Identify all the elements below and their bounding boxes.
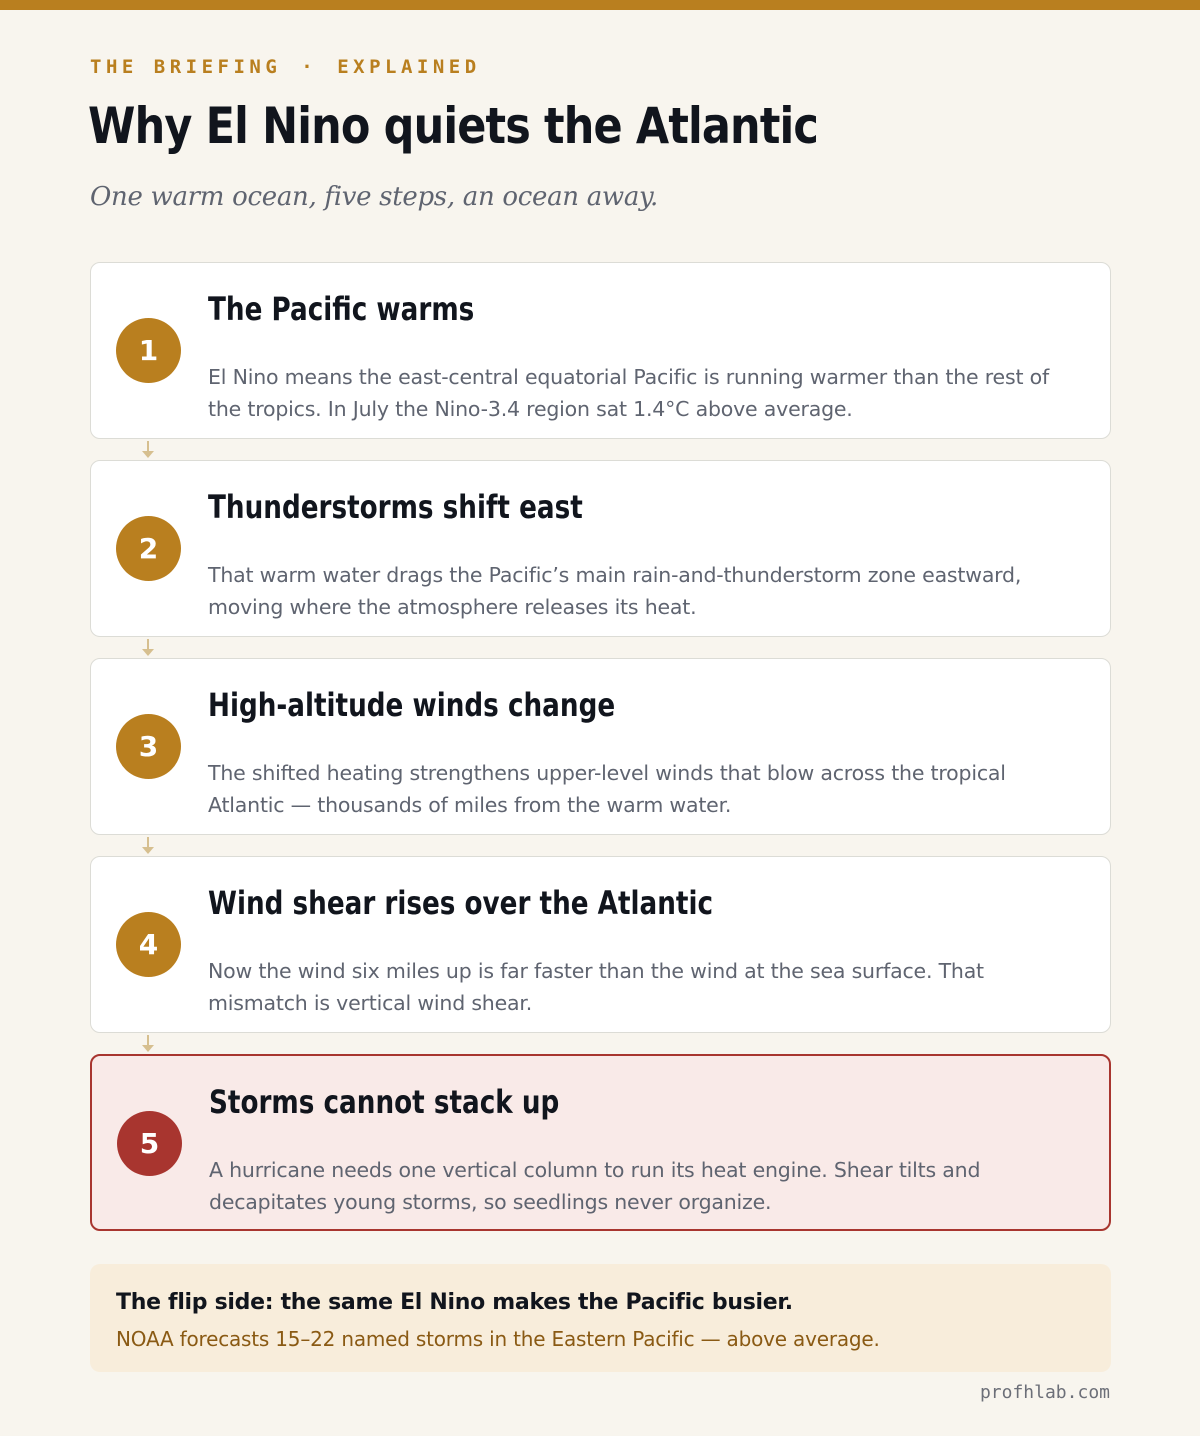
flip-side-callout [90,1264,1111,1372]
step-body: Now the wind six miles up is far faster than the wind at the sea surface. That mismatch is vertical wind shear. [208,959,984,1015]
arrow-down-icon [139,1033,157,1055]
kicker [90,56,481,78]
page-subtitle: One warm ocean, five steps, an ocean away. [90,182,658,212]
step-body: A hurricane needs one vertical column to run its heat engine. Shear tilts and decapitates young storms, so seedlings never organize. [209,1158,981,1214]
step-number-badge: 4 [116,912,181,977]
source-credit: profhlab.com [979,1382,1110,1403]
step-number-badge: 1 [116,318,181,383]
step-title: Thunderstorms shift east [208,488,583,526]
step-title: The Pacific warms [208,290,475,328]
callout-body: NOAA forecasts 15–22 named storms in the Eastern Pacific — above average. [116,1327,880,1351]
arrow-down-icon [139,637,157,659]
step-title: Storms cannot stack up [209,1083,560,1121]
step-number-badge: 5 [117,1111,182,1176]
step-title: Wind shear rises over the Atlantic [208,884,714,922]
callout-heading: The flip side: the same El Nino makes the Pacific busier. [116,1290,793,1315]
arrow-down-icon [139,835,157,857]
step-number-badge: 2 [116,516,181,581]
kicker-type: EXPLAINED [337,56,481,78]
step-title: High-altitude winds change [208,686,616,724]
step-body: That warm water drags the Pacific’s main rain-and-thunderstorm zone eastward, moving where the atmosphere releases its heat. [208,563,1022,619]
step-body: The shifted heating strengthens upper-level winds that blow across the tropical Atlantic — thousands of miles from the warm water. [208,761,1006,817]
kicker-section: THE BRIEFING [90,56,282,78]
step-card-2 [90,460,1111,637]
kicker-separator: · [301,56,318,78]
step-card-3 [90,658,1111,835]
step-number-badge: 3 [116,714,181,779]
step-card-4 [90,856,1111,1033]
arrow-down-icon [139,439,157,461]
top-accent-bar [0,0,1200,10]
step-body: El Nino means the east-central equatorial Pacific is running warmer than the rest of the tropics. In July the Nino-3.4 region sat 1.4°C above average. [208,365,1049,421]
step-card-5 [90,1054,1111,1231]
step-card-1 [90,262,1111,439]
page-title: Why El Nino quiets the Atlantic [88,97,819,155]
